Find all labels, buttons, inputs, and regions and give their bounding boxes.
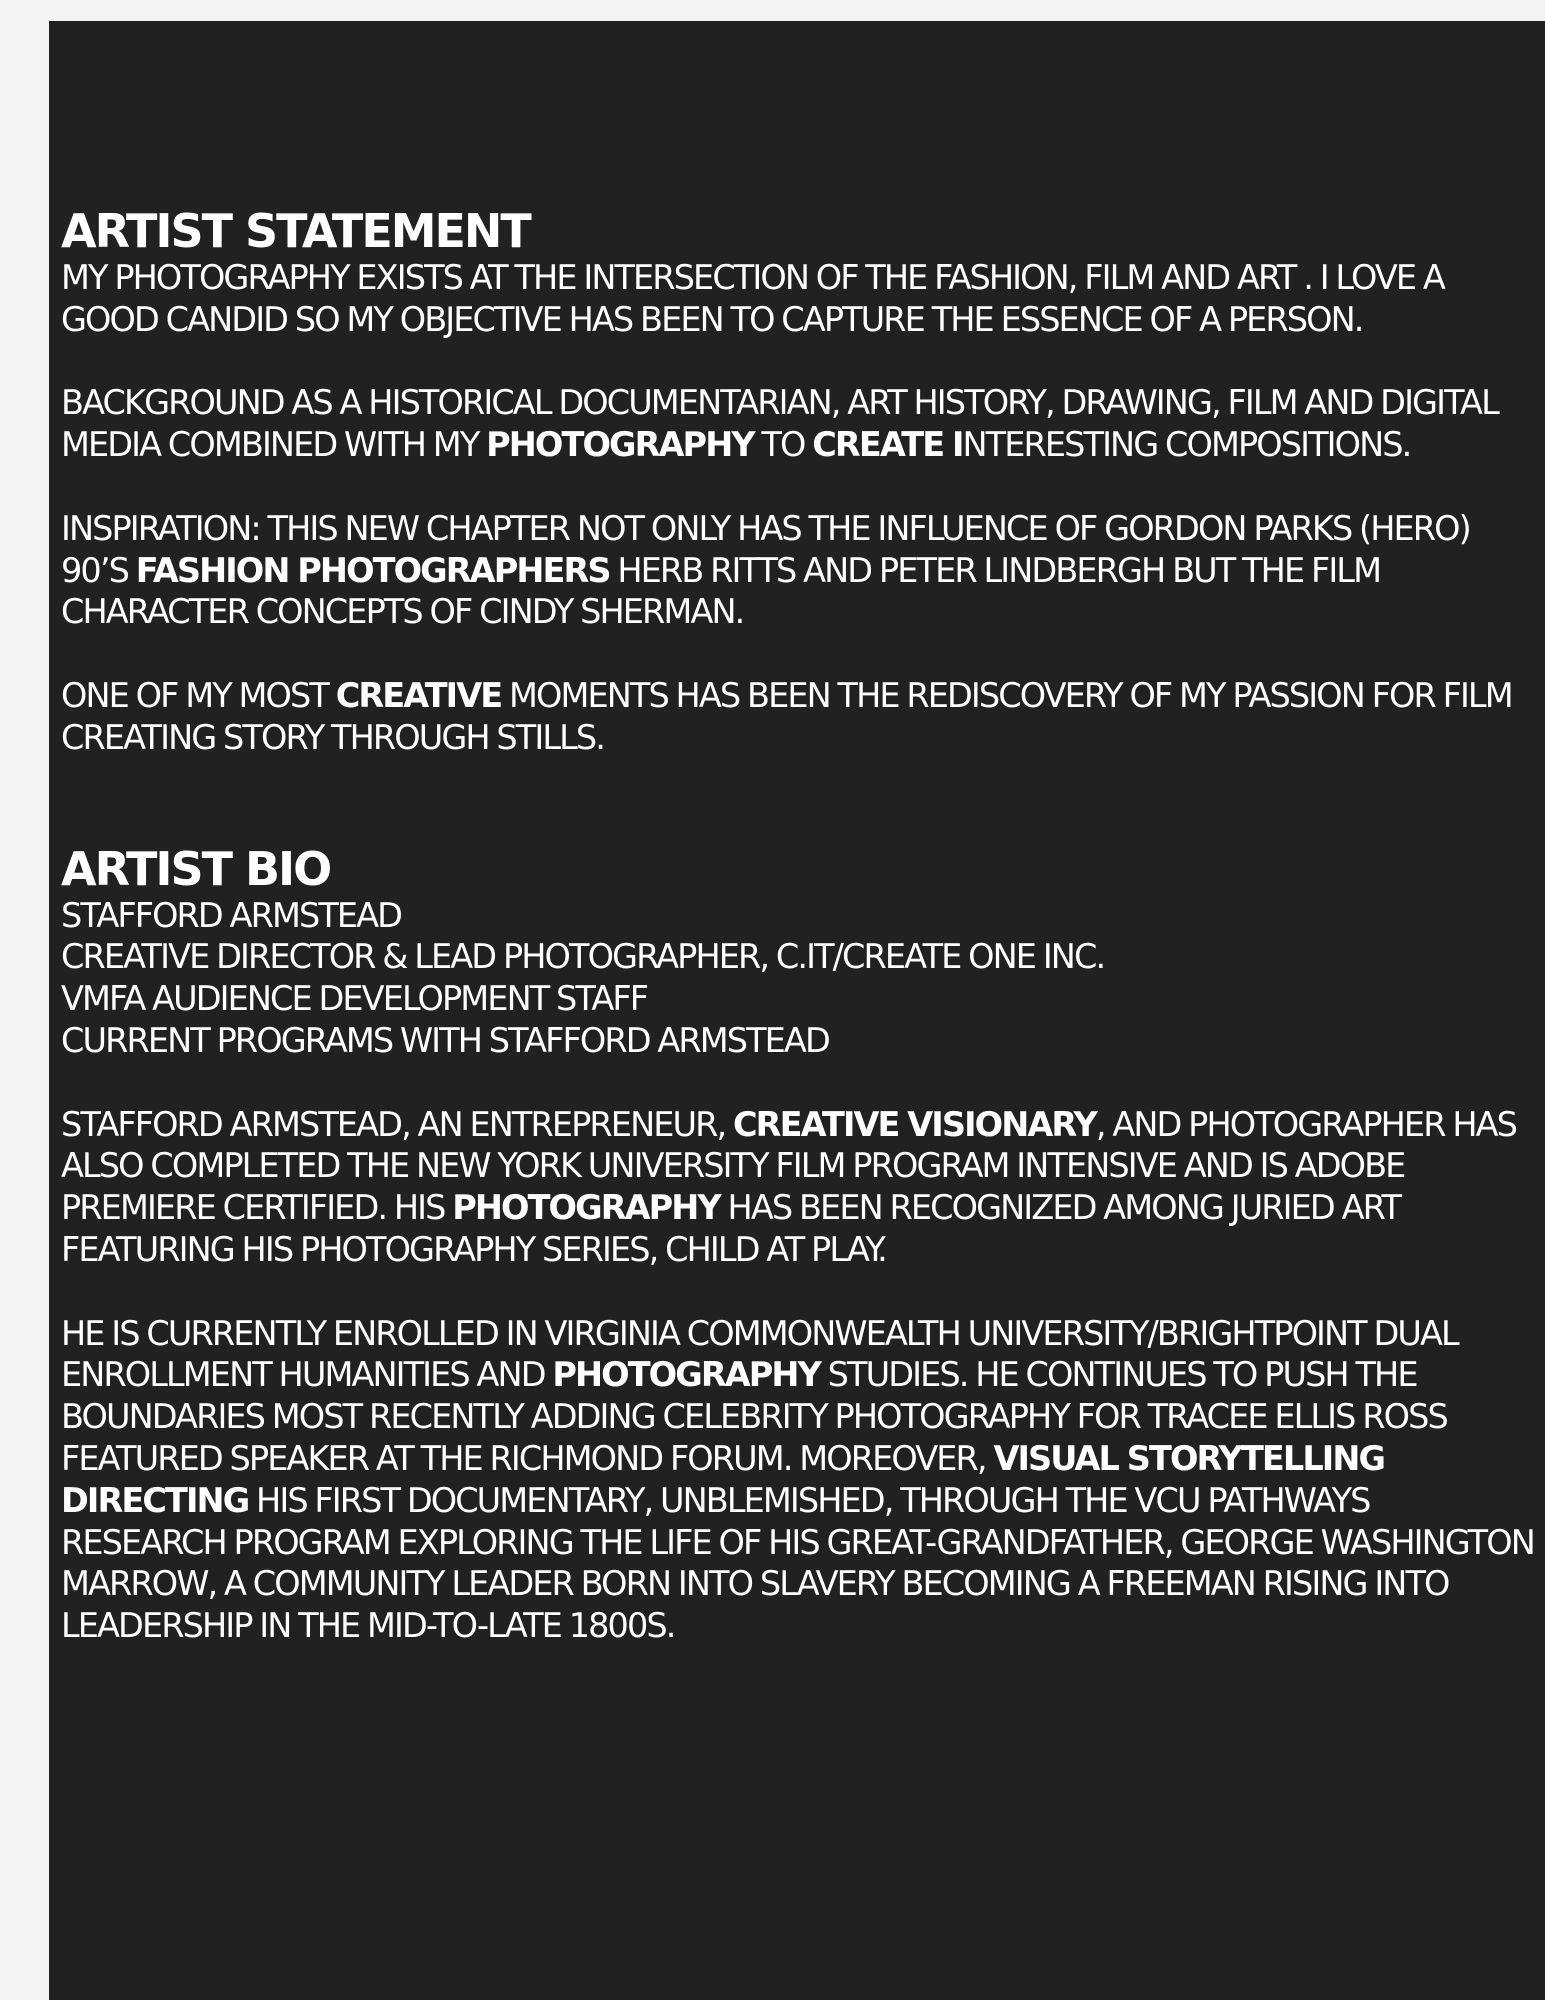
bio-line-name: STAFFORD ARMSTEAD xyxy=(61,895,402,935)
text-run: NTERESTING COMPOSITIONS. xyxy=(962,425,1411,465)
text-run: HAS BEEN RECOGNIZED AMONG JURIED ART FEATURING HIS PHOTOGRAPHY SERIES, CHILD AT PLAY. xyxy=(61,1188,1401,1269)
text-run: HERB RITTS AND PETER LINDBERGH BUT THE FILM CHARACTER CONCEPTS OF CINDY SHERMAN. xyxy=(61,550,1381,632)
spacer xyxy=(61,1062,1539,1104)
bold-photography: PHOTOGRAPHY xyxy=(486,425,754,465)
text-run: HIS FIRST DOCUMENTARY, UNBLEMISHED, THROUGH THE VCU PATHWAYS RESEARCH PROGRAM EXPLORING THE LIFE OF HIS GREAT-GRANDFATHER, GEORGE WASHINGTON MARROW, A COMMUNITY LEADER BORN INTO SLAVERY BECOMING A FREEMAN RISING INTO LEADERSHIP IN THE MID-TO-LATE 1800S. xyxy=(61,1480,1534,1646)
bold-photography: PHOTOGRAPHY xyxy=(552,1355,820,1395)
bold-fashion-photographers: FASHION PHOTOGRAPHERS xyxy=(135,550,610,590)
statement-paragraph-3 xyxy=(61,508,1539,633)
bold-visual-storytelling: VISUAL STORYTELLING DIRECTING xyxy=(61,1438,1385,1520)
text-run: BACKGROUND AS A HISTORICAL DOCUMENTARIAN, ART HISTORY, DRAWING, FILM AND DIGITAL MEDIA COMBINED WITH MY xyxy=(61,383,1498,465)
statement-paragraph-2 xyxy=(61,382,1539,466)
text-run: INSPIRATION: THIS NEW CHAPTER NOT ONLY HAS THE INFLUENCE OF GORDON PARKS (HERO) 90’S xyxy=(61,508,1470,590)
text-run: MOMENTS HAS BEEN THE REDISCOVERY OF MY PASSION FOR FILM CREATING STORY THROUGH STILLS. xyxy=(61,675,1512,757)
text-run: , AND PHOTOGRAPHER HAS ALSO COMPLETED THE NEW YORK UNIVERSITY FILM PROGRAM INTENSIVE AND IS ADOBE PREMIERE CERTIFIED. HIS xyxy=(61,1104,1516,1228)
text-run: TO xyxy=(753,425,813,465)
bold-creative-visionary: CREATIVE VISIONARY xyxy=(733,1104,1096,1144)
statement-paragraph-4 xyxy=(61,675,1539,759)
spacer xyxy=(61,341,1539,383)
bio-line-programs: CURRENT PROGRAMS WITH STAFFORD ARMSTEAD xyxy=(61,1020,829,1060)
bio-line-title: CREATIVE DIRECTOR & LEAD PHOTOGRAPHER, C.IT/CREATE ONE INC. xyxy=(61,937,1105,977)
document-page xyxy=(49,21,1545,2000)
spacer xyxy=(61,633,1539,675)
bold-creative: CREATIVE xyxy=(335,675,502,715)
bio-line-staff: VMFA AUDIENCE DEVELOPMENT STAFF xyxy=(61,979,648,1019)
bio-paragraph-1 xyxy=(61,1104,1539,1271)
bio-paragraph-2 xyxy=(61,1313,1539,1647)
text-run: ONE OF MY MOST xyxy=(61,675,336,715)
statement-paragraph-1: MY PHOTOGRAPHY EXISTS AT THE INTERSECTION OF THE FASHION, FILM AND ART . I LOVE A GOOD CANDID SO MY OBJECTIVE HAS BEEN TO CAPTURE THE ESSENCE OF A PERSON. xyxy=(61,258,1444,339)
document-content xyxy=(61,205,1539,1647)
artist-bio-heading: ARTIST BIO xyxy=(61,841,331,896)
text-run: STAFFORD ARMSTEAD, AN ENTREPRENEUR, xyxy=(61,1104,733,1144)
bold-photography: PHOTOGRAPHY xyxy=(452,1188,720,1228)
text-run: HE IS CURRENTLY ENROLLED IN VIRGINIA COMMONWEALTH UNIVERSITY/BRIGHTPOINT DUAL ENROLLMENT HUMANITIES AND xyxy=(61,1313,1458,1395)
artist-statement-heading: ARTIST STATEMENT xyxy=(61,204,530,258)
spacer xyxy=(61,759,1539,843)
text-run: STUDIES. HE CONTINUES TO PUSH THE BOUNDARIES MOST RECENTLY ADDING CELEBRITY PHOTOGRAPHY FOR TRACEE ELLIS ROSS FEATURED SPEAKER AT THE RICHMOND FORUM. MOREOVER, xyxy=(61,1355,1447,1478)
bold-create: CREATE I xyxy=(812,425,963,465)
spacer xyxy=(61,466,1539,508)
spacer xyxy=(61,1271,1539,1313)
